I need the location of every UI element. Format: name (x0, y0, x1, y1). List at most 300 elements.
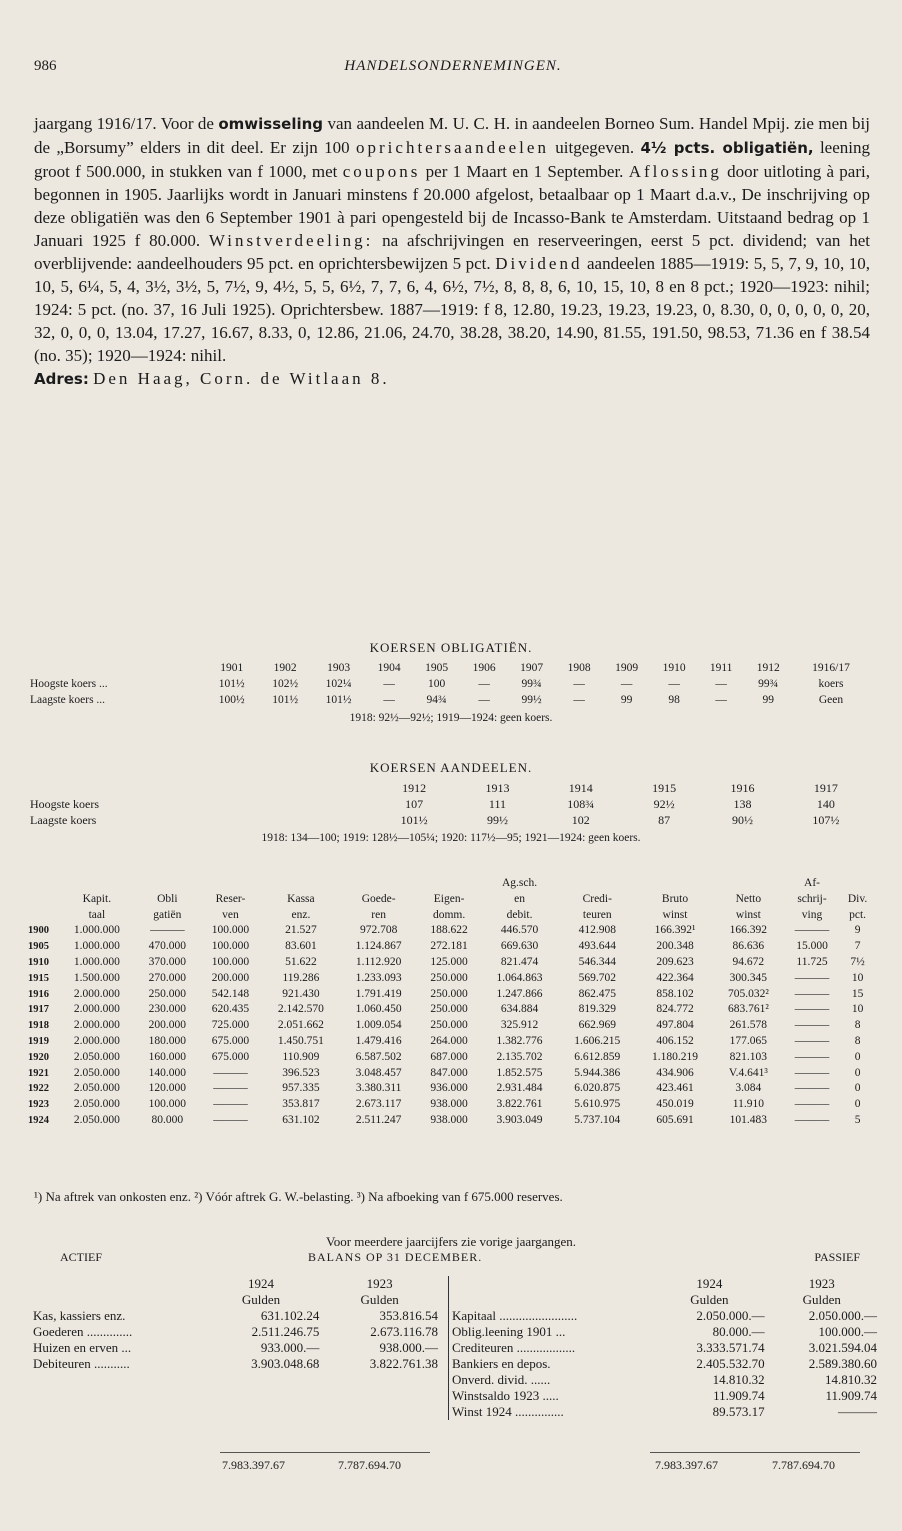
value-cell: 957.335 (282, 1082, 320, 1095)
text-run: per 1 Maart en 1 September. (420, 162, 629, 181)
value-cell: ——— (794, 987, 830, 1000)
header-cell: teuren (582, 908, 612, 921)
value-cell: 422.364 (656, 971, 694, 984)
value-cell: 102 (571, 813, 590, 827)
header-cell: domm. (432, 908, 466, 921)
balans-label: Crediteuren .................. (452, 1340, 576, 1355)
balans-value-1924: 14.810.32 (712, 1372, 765, 1387)
balans-value-1924: 631.102.24 (260, 1308, 320, 1323)
value-cell: 406.152 (656, 1034, 694, 1047)
value-cell: 101½ (218, 678, 245, 690)
value-cell: 100½ (218, 694, 245, 706)
koersen-aandeelen-table (30, 780, 870, 828)
value-cell: ——— (150, 924, 185, 937)
table-row (28, 1097, 874, 1113)
value-cell: 493.644 (578, 940, 616, 953)
year-cell: 1906 (472, 662, 496, 674)
value-cell: ——— (794, 924, 830, 937)
header-cell (636, 876, 714, 892)
balans-row (449, 1340, 879, 1356)
value-cell: 1.000.000 (73, 955, 120, 968)
value-cell: 94¾ (426, 694, 447, 706)
value-cell: — (668, 678, 680, 690)
unit: Gulden (241, 1292, 281, 1307)
koersen-aandeelen-title: KOERSEN AANDEELEN. (369, 760, 533, 775)
header-cell (58, 876, 136, 892)
value-cell: ——— (213, 1082, 248, 1095)
value-cell: 1.852.575 (496, 1066, 543, 1079)
spaced-term: Aflossing (628, 162, 722, 181)
header-cell: ren (371, 908, 386, 921)
footnotes: ¹) Na aftrek van onkosten enz. ²) Vóór aftrek G. W.-belasting. ³) Na afboeking van f 675.000 reserves. (34, 1189, 563, 1204)
table-row (28, 939, 874, 955)
value-cell: 209.623 (656, 955, 694, 968)
value-cell: 0 (854, 1066, 861, 1079)
balans-value-1924: 2.050.000.— (696, 1308, 765, 1323)
balans-year-row (30, 1276, 440, 1292)
address (34, 367, 870, 391)
value-cell: 1.450.751 (277, 1034, 324, 1047)
value-cell: 1.382.776 (496, 1034, 543, 1047)
value-cell: V.4.641³ (728, 1066, 768, 1079)
value-cell: 1.000.000 (73, 924, 120, 937)
value-cell: 705.032² (727, 987, 769, 1000)
value-cell: 99¾ (521, 678, 542, 690)
value-cell: 921.430 (282, 987, 320, 1000)
value-cell: 101½ (400, 813, 428, 827)
header-spacer (30, 780, 370, 796)
header-cell: Credi- (582, 892, 612, 905)
value-cell: 2.050.000 (73, 1113, 120, 1126)
table-row (28, 1002, 874, 1018)
value-cell: 569.702 (578, 971, 616, 984)
value-cell: 605.691 (656, 1113, 694, 1126)
value-cell: 1.606.215 (574, 1034, 621, 1047)
year-1924: 1924 (248, 1276, 275, 1291)
text-run: van aandeelen M. U. C. H. in aandeelen Borneo Sum. Handel Mpij. zie men bij de „Borsumy” elders in dit deel. Er zijn 100 (34, 114, 870, 157)
header-cell: Af- (804, 877, 820, 889)
page-number: 986 (34, 58, 57, 74)
header-cell: Div. (847, 892, 868, 905)
spacer (30, 1276, 203, 1292)
value-cell: 423.461 (656, 1082, 694, 1095)
year-cell: 1914 (568, 781, 593, 795)
balans-value-1923: 2.673.116.78 (370, 1324, 438, 1339)
balans-unit-row (449, 1292, 879, 1308)
actief-total-1923: 7.787.694.70 (338, 1458, 401, 1472)
header-cell: Eigen- (433, 892, 465, 905)
year-cell: 1921 (28, 1067, 49, 1079)
value-cell: ——— (794, 971, 830, 984)
header-row (28, 908, 874, 924)
balans-row (30, 1308, 440, 1324)
year-header-row (30, 660, 870, 676)
value-cell: 110.909 (282, 1050, 320, 1063)
value-cell: 0 (854, 1082, 861, 1095)
passief-block (448, 1276, 879, 1420)
balans-label: Winstsaldo 1923 ..... (452, 1388, 559, 1403)
year-cell: 1917 (28, 1004, 49, 1016)
year-1923: 1923 (808, 1276, 835, 1291)
balans-row (30, 1356, 440, 1372)
value-cell: 99½ (521, 694, 542, 706)
passief-table (449, 1276, 879, 1420)
value-cell: 370.000 (148, 955, 186, 968)
value-cell: 86.636 (732, 940, 765, 953)
value-cell: ——— (794, 1003, 830, 1016)
balans-value-1924: 933.000.— (260, 1340, 320, 1355)
value-cell: 634.884 (500, 1003, 539, 1016)
balans-value-1923: 14.810.32 (825, 1372, 877, 1387)
text-run: uitgegeven. (548, 138, 641, 157)
value-cell: 140 (816, 797, 835, 811)
value-cell: 396.523 (282, 1066, 320, 1079)
table-row (28, 1081, 874, 1097)
year-cell: 1904 (377, 662, 401, 674)
value-cell: 1.124.867 (355, 940, 402, 953)
balans-unit-row (30, 1292, 440, 1308)
row-label: Hoogste koers ... (30, 678, 108, 690)
value-cell: 5.944.386 (574, 1066, 621, 1079)
header-cell (199, 876, 262, 892)
actief-total-rule (220, 1452, 430, 1453)
header-cell (136, 876, 199, 892)
value-cell: 1.500.000 (73, 971, 120, 984)
year-header-row (30, 780, 870, 796)
value-cell: 87 (658, 813, 671, 827)
year-cell: 1913 (485, 781, 510, 795)
value-cell: 1.112.920 (355, 955, 402, 968)
balans-row (30, 1340, 440, 1356)
year-cell: 1915 (652, 781, 677, 795)
value-cell: 250.000 (430, 971, 468, 984)
value-cell: 200.000 (211, 971, 250, 984)
year-cell: 1918 (28, 1020, 49, 1032)
header-cell: Goede- (361, 892, 396, 905)
row-label: Hoogste koers (30, 797, 99, 811)
header-cell: debit. (506, 908, 533, 921)
value-cell: 99 (762, 694, 774, 706)
value-cell: 101½ (325, 694, 352, 706)
year-cell: 1905 (28, 941, 49, 953)
value-cell: Geen (818, 694, 844, 706)
value-cell: 264.000 (430, 1034, 468, 1047)
balans-row (449, 1308, 879, 1324)
value-cell: 938.000 (430, 1113, 468, 1126)
value-cell: 546.344 (578, 955, 616, 968)
value-cell: 100.000 (211, 955, 250, 968)
value-cell: 98 (668, 694, 680, 706)
year-cell: 1908 (567, 662, 591, 674)
value-cell: 108¾ (567, 797, 595, 811)
value-cell: 3.380.311 (355, 1082, 402, 1095)
header-cell: pct. (849, 908, 867, 921)
table-row (28, 971, 874, 987)
passief-total-rule (650, 1452, 860, 1453)
value-cell: 821.103 (729, 1050, 768, 1063)
header-cell: en (514, 892, 525, 905)
value-cell: 261.578 (729, 1019, 768, 1032)
value-cell: ——— (794, 1050, 830, 1063)
koersen-obligatien-table (30, 660, 870, 708)
koersen-obligatien-note: 1918: 92½—92½; 1919—1924: geen koers. (349, 712, 553, 724)
header-cell: Netto (735, 892, 762, 905)
header-cell (418, 876, 481, 892)
header-cell: winst (662, 908, 688, 921)
value-cell: 2.050.000 (73, 1050, 120, 1063)
header-cell (28, 892, 58, 908)
balans-label: Kapitaal ........................ (452, 1308, 578, 1323)
header-cell: Obli (157, 892, 178, 905)
header-cell: ven (222, 908, 239, 921)
value-cell: 200.000 (148, 1019, 186, 1032)
actief-label: ACTIEF (60, 1250, 102, 1264)
value-cell: 1.009.054 (355, 1019, 402, 1032)
value-cell: 669.630 (500, 940, 539, 953)
year-cell: 1910 (662, 662, 686, 674)
value-cell: 99¾ (758, 678, 779, 690)
spacer (30, 1292, 203, 1308)
value-cell: 177.065 (729, 1034, 768, 1047)
value-cell: — (383, 694, 395, 706)
address-label: Adres: (34, 370, 89, 388)
unit: Gulden (690, 1292, 729, 1307)
balans-row (449, 1372, 879, 1388)
value-cell: 8 (854, 1034, 861, 1047)
balans-value-1923: 2.589.380.60 (808, 1356, 877, 1371)
value-cell: 125.000 (430, 955, 468, 968)
balans-label: Winst 1924 ............... (452, 1404, 564, 1419)
balans-label: Onverd. divid. ...... (452, 1372, 551, 1387)
value-cell: 99 (620, 694, 633, 706)
year-cell: 1916/17 (812, 662, 850, 674)
value-cell: ——— (794, 1034, 830, 1047)
balans-title-block (0, 1234, 902, 1250)
value-cell: 325.912 (500, 1019, 539, 1032)
year-cell: 1910 (28, 956, 49, 968)
year-cell: 1900 (28, 925, 49, 937)
value-cell: 687.000 (430, 1050, 468, 1063)
value-cell: 250.000 (430, 987, 468, 1000)
balans-row (449, 1404, 879, 1420)
value-cell: 2.673.117 (355, 1098, 402, 1111)
value-cell: 99½ (486, 813, 508, 827)
balans-label: Bankiers en depos. (452, 1356, 551, 1371)
table-row (28, 1050, 874, 1066)
balans-value-1923: 100.000.— (818, 1324, 877, 1339)
value-cell: ——— (794, 1019, 830, 1032)
value-cell: ——— (213, 1098, 248, 1111)
value-cell: 7½ (850, 955, 865, 968)
value-cell: ——— (794, 1113, 830, 1126)
spaced-term: coupons (342, 162, 421, 181)
balans-label: Debiteuren ........... (33, 1356, 130, 1371)
year-cell: 1912 (402, 781, 427, 795)
actief-table (30, 1276, 440, 1372)
balans-value-1924: 80.000.— (712, 1324, 765, 1339)
value-cell: 101½ (272, 694, 299, 706)
value-cell: 725.000 (211, 1019, 250, 1032)
table-row (30, 812, 870, 828)
value-cell: 51.622 (285, 955, 317, 968)
value-cell: 675.000 (211, 1034, 250, 1047)
value-cell: 100.000 (211, 924, 250, 937)
text-run: door uitloting à pari, begonnen in 1905. Jaarlijks wordt in Januari minstens f 20.000 afgelost, betaalbaar op 1 Maart d.a.v., De inschrijving op deze obligatiën was den 6 September 1901 à pari opengesteld bij de Incasso-Bank te Amsterdam. Uitstaand bedrag op 1 Januari 1925 f 80.000. (34, 162, 870, 250)
value-cell: 2.931.484 (496, 1082, 543, 1095)
table-row (30, 676, 870, 692)
balans-value-1923: 3.822.761.38 (369, 1356, 438, 1371)
value-cell: 2.142.570 (277, 1003, 324, 1016)
value-cell: 862.475 (578, 987, 616, 1000)
year-1924: 1924 (696, 1276, 723, 1291)
value-cell: 180.000 (148, 1034, 186, 1047)
running-title: HANDELSONDERNEMINGEN. (344, 58, 562, 74)
value-cell: 10 (851, 971, 864, 984)
year-cell: 1924 (28, 1114, 49, 1126)
header-cell: gatiën (153, 908, 182, 921)
value-cell: 858.102 (656, 987, 694, 1000)
value-cell: 140.000 (148, 1066, 186, 1079)
value-cell: 15.000 (796, 940, 828, 953)
header-row (28, 876, 874, 892)
balans-value-1924: 89.573.17 (712, 1404, 765, 1419)
spacer (449, 1292, 654, 1308)
value-cell: 11.910 (732, 1098, 764, 1111)
unit: Gulden (360, 1292, 399, 1307)
value-cell: 107½ (812, 813, 840, 827)
value-cell: 683.761² (727, 1003, 769, 1016)
value-cell: — (383, 678, 395, 690)
header-cell: winst (735, 908, 761, 921)
balans-value-1923: 2.050.000.— (808, 1308, 877, 1323)
table-row (28, 1018, 874, 1034)
value-cell: 200.348 (656, 940, 694, 953)
value-cell: 1.479.416 (355, 1034, 402, 1047)
actief-total-1924: 7.983.397.67 (222, 1458, 285, 1472)
balans-value-1923: 353.816.54 (379, 1308, 438, 1323)
value-cell: 824.772 (656, 1003, 694, 1016)
year-cell: 1912 (756, 662, 780, 674)
balans-value-1924: 3.903.048.68 (251, 1356, 320, 1371)
value-cell: 5.737.104 (574, 1113, 621, 1126)
value-cell: 90½ (732, 813, 754, 827)
value-cell: — (478, 678, 490, 690)
value-cell: 1.180.219 (652, 1050, 698, 1063)
value-cell: 83.601 (285, 940, 317, 953)
value-cell: — (573, 678, 585, 690)
balans-value-1924: 2.405.532.70 (696, 1356, 765, 1371)
value-cell: 9 (854, 924, 861, 937)
value-cell: 2.000.000 (73, 987, 120, 1000)
value-cell: ——— (794, 1066, 830, 1079)
balans-value-1923: 938.000.— (379, 1340, 438, 1355)
year-cell: 1905 (425, 662, 449, 674)
value-cell: 138 (733, 797, 752, 811)
koersen-aandeelen-note: 1918: 134—100; 1919: 128½—105¼; 1920: 117½—95; 1921—1924: geen koers. (261, 832, 641, 844)
table-row (30, 692, 870, 708)
value-cell: 250.000 (148, 987, 186, 1000)
value-cell: 3.048.457 (355, 1066, 402, 1079)
value-cell: 1.233.093 (355, 971, 402, 984)
year-cell: 1919 (28, 1035, 49, 1047)
value-cell: 631.102 (282, 1113, 320, 1126)
value-cell: 11.725 (796, 955, 828, 968)
value-cell: 92½ (653, 797, 675, 811)
value-cell: 166.392 (729, 924, 768, 937)
value-cell: 300.345 (729, 971, 768, 984)
value-cell: ——— (794, 1082, 830, 1095)
value-cell: 107 (405, 797, 424, 811)
year-cell: 1922 (28, 1083, 49, 1095)
balans-pre: Voor meerdere jaarcijfers zie vorige jaargangen. (325, 1234, 576, 1249)
value-cell: 2.050.000 (73, 1098, 120, 1111)
value-cell: 821.474 (500, 955, 539, 968)
value-cell: 1.000.000 (73, 940, 120, 953)
financial-table (28, 876, 874, 1129)
value-cell: 3.903.049 (496, 1113, 543, 1126)
table-row (28, 987, 874, 1003)
value-cell: 412.908 (578, 924, 616, 937)
value-cell: 8 (854, 1019, 861, 1032)
year-1923: 1923 (366, 1276, 393, 1291)
balans-label: Goederen .............. (33, 1324, 133, 1339)
text-run: leening groot f 500.000, in stukken van f 1000, met (34, 138, 870, 181)
bold-term: omwisseling (218, 115, 324, 133)
value-cell: 166.392¹ (654, 924, 696, 937)
balans-year-row (449, 1276, 879, 1292)
table-row (28, 923, 874, 939)
value-cell: 100 (427, 678, 446, 690)
spaced-term: Winstverdeeling: (208, 231, 374, 250)
value-cell: 100.000 (148, 1098, 186, 1111)
value-cell: 847.000 (430, 1066, 468, 1079)
text-run: aandeelen 1885—1919: 5, 5, 7, 9, 10, 10, 10, 5, 6¼, 5, 4, 3½, 3½, 5, 7½, 9, 4½, 5, 5, 6½, 7, 7, 6, 4, 6½, 7½, 8, 8, 8, 6, 10, 15, 10, 8 en 8 pct.; 1920—1923: nihil; 1924: 5 pct. (no. 37, 16 Juli 1925). Oprichtersbew. 1887—1919: f 8, 12.80, 19.23, 19.23, 19.23, 0, 8.30, 0, 0, 0, 0, 0, 20, 32, 0, 0, 0, 13.04, 17.27, 16.67, 8.33, 0, 12.86, 21.06, 24.70, 38.28, 38.20, 14.90, 81.55, 191.50, 98.53, 71.36 en f 38.54 (no. 35); 1920—1924: nihil. (34, 254, 870, 365)
koersen-obligatien-title: KOERSEN OBLIGATIËN. (369, 640, 533, 655)
value-cell: 0 (854, 1050, 861, 1063)
balans-value-1924: 3.333.571.74 (696, 1340, 765, 1355)
value-cell: 1.247.866 (496, 987, 543, 1000)
page-header (34, 58, 872, 82)
value-cell: 470.000 (148, 940, 186, 953)
value-cell: 450.019 (656, 1098, 694, 1111)
value-cell: 1.064.863 (496, 971, 543, 984)
value-cell: 972.708 (359, 924, 398, 937)
header-cell: Kapit. (82, 892, 112, 905)
header-cell: schrij- (797, 892, 827, 905)
header-cell: ving (801, 908, 823, 921)
year-cell: 1915 (28, 972, 49, 984)
header-cell: taal (88, 908, 106, 921)
spacer (449, 1276, 654, 1292)
balans-row (449, 1324, 879, 1340)
text-run: na afschrijvingen en reserveeringen, eerst 5 pct. dividend; van het overblijvende: aandeelhouders 95 pct. en oprichtersbewijzen 5 pct. (34, 231, 870, 273)
balans-row (30, 1324, 440, 1340)
value-cell: — (715, 678, 727, 690)
value-cell: 15 (851, 987, 864, 1000)
year-cell: 1902 (273, 662, 297, 674)
unit: Gulden (802, 1292, 841, 1307)
table-row (28, 1066, 874, 1082)
year-cell: 1909 (615, 662, 639, 674)
value-cell: 230.000 (148, 1003, 186, 1016)
header-cell: Reser- (215, 892, 246, 905)
value-cell: 102½ (272, 678, 299, 690)
value-cell: — (715, 694, 727, 706)
value-cell: 2.050.000 (73, 1082, 120, 1095)
balans-row (449, 1388, 879, 1404)
balans-label: Oblig.leening 1901 ... (452, 1324, 566, 1339)
intro-paragraph (34, 112, 870, 367)
